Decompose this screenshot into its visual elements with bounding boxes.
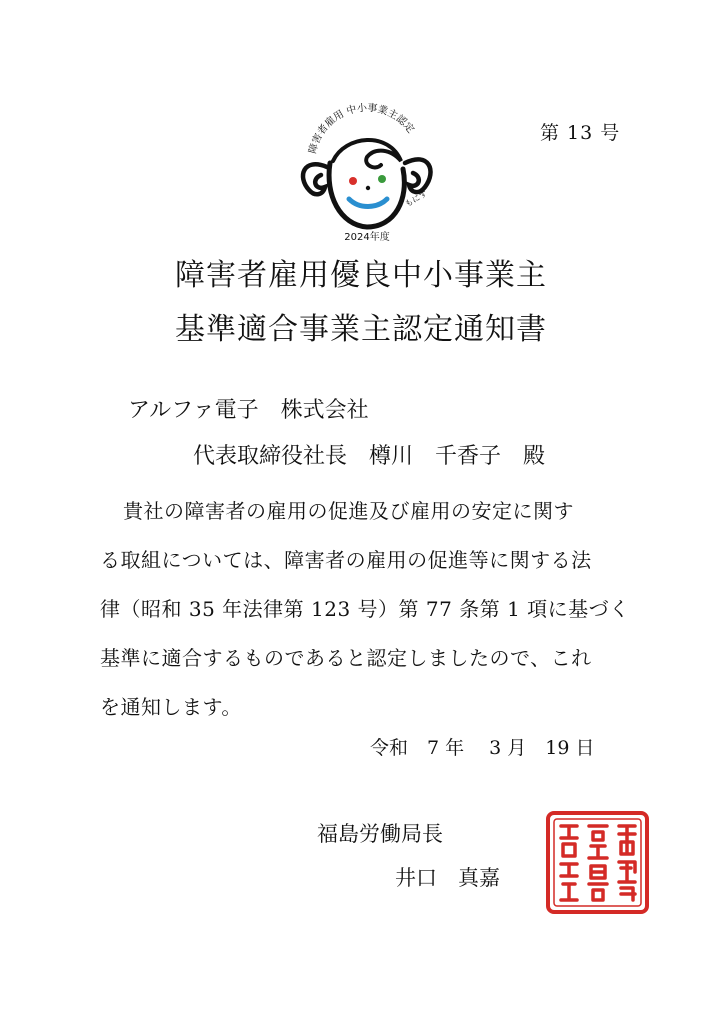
logo-right-handle <box>405 159 431 192</box>
logo-mascot-name: もにす <box>403 188 429 209</box>
logo-bowl <box>329 163 404 227</box>
recipient-company: アルファ電子 株式会社 <box>128 398 369 423</box>
document-title-line-2: 基準適合事業主認定通知書 <box>175 312 547 347</box>
logo-smile <box>349 199 387 207</box>
document-title-line-1: 障害者雇用優良中小事業主 <box>175 258 547 293</box>
document-number: 第 13 号 <box>540 122 621 144</box>
body-text-line-3: 律（昭和 35 年法律第 123 号）第 77 条第 1 項に基づく <box>100 597 630 621</box>
issuer-title: 福島労働局長 <box>317 822 443 846</box>
logo-arc-text: 障害者雇用 中小事業主認定 <box>307 102 416 155</box>
logo-swirl <box>333 140 401 167</box>
logo-left-eye <box>349 177 357 185</box>
official-seal-stamp <box>545 810 650 915</box>
monisu-certification-logo <box>285 95 445 245</box>
body-text-line-5: を通知します。 <box>100 695 242 719</box>
logo-year-text: 2024年度 <box>344 232 390 243</box>
recipient-representative: 代表取締役社長 樽川 千香子 殿 <box>193 444 546 469</box>
logo-left-handle <box>303 164 327 194</box>
body-text-line-1: 貴社の障害者の雇用の促進及び雇用の安定に関す <box>123 499 574 523</box>
issuer-name: 井口 真嘉 <box>395 866 500 890</box>
logo-nose <box>366 186 370 190</box>
logo-right-eye <box>378 175 386 183</box>
issue-date: 令和 7 年 3 月 19 日 <box>370 737 595 759</box>
body-text-line-4: 基準に適合するものであると認定しましたので、これ <box>100 646 592 670</box>
body-text-line-2: る取組については、障害者の雇用の促進等に関する法 <box>100 548 592 572</box>
